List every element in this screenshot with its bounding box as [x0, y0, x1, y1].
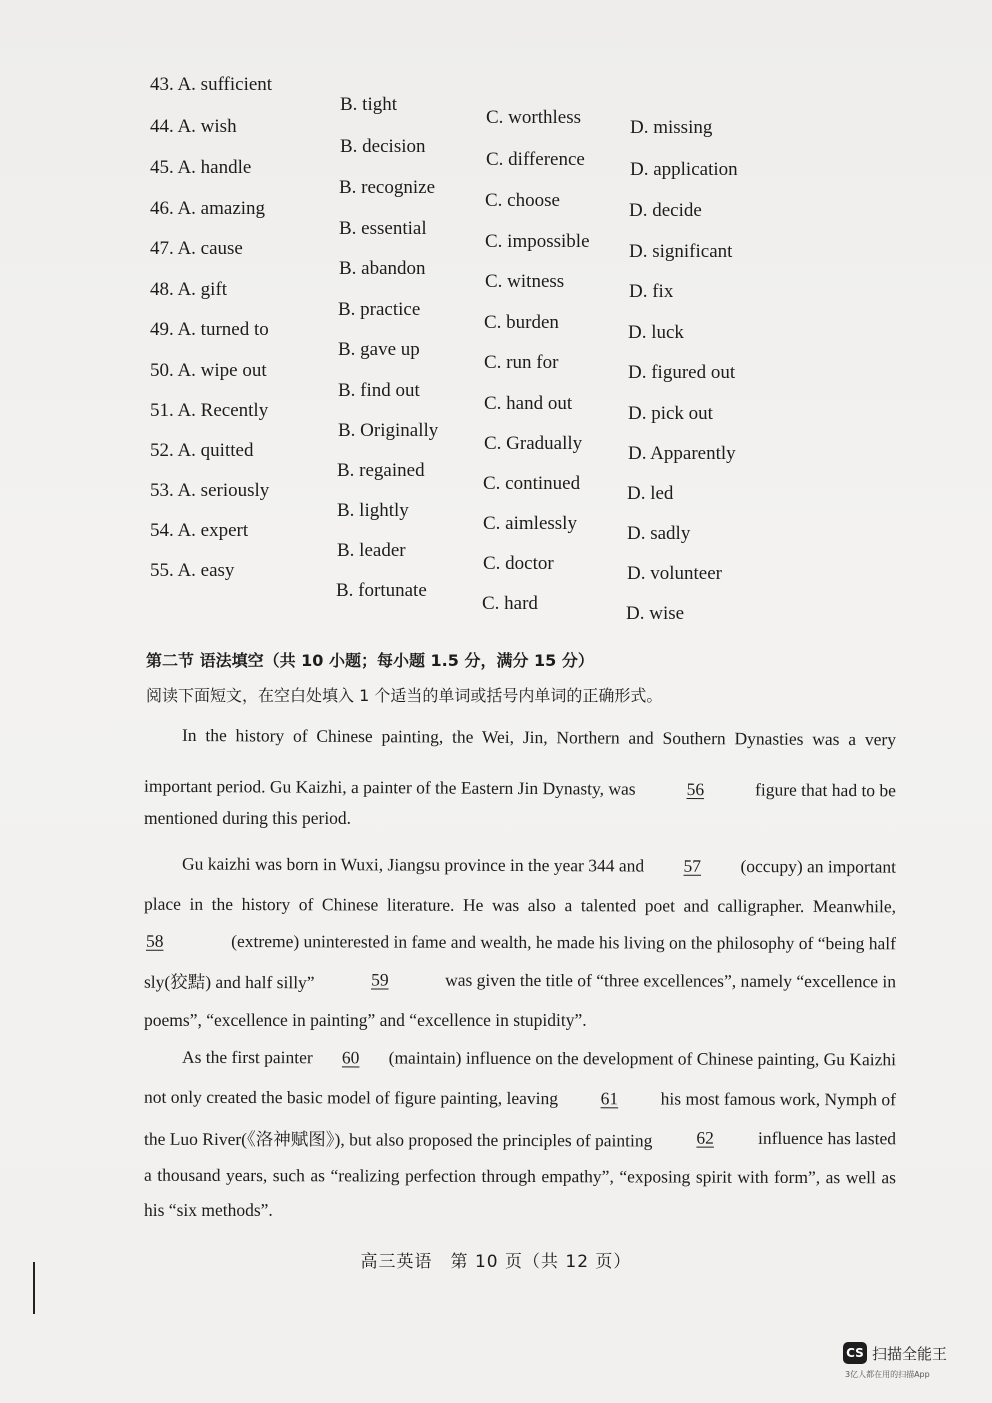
section-title: 第二节 语法填空（共 10 小题；每小题 1.5 分，满分 15 分）	[146, 651, 594, 670]
option-d[interactable]: D. application	[630, 159, 738, 180]
question-number-and-option-a[interactable]: 52. A. quitted	[150, 440, 254, 461]
passage-p1-line1: In the history of Chinese painting, the Wei, Jin, Northern and Southern Dynasties was a very	[181, 724, 897, 750]
option-b[interactable]: B. find out	[338, 380, 420, 401]
watermark-name: 扫描全能王	[872, 1345, 948, 1363]
option-b[interactable]: B. decision	[340, 136, 426, 157]
blank-57[interactable]: 57	[683, 855, 702, 876]
question-number-and-option-a[interactable]: 54. A. expert	[150, 520, 249, 541]
camscanner-logo-icon: CS	[843, 1342, 867, 1364]
option-c[interactable]: C. Gradually	[484, 433, 583, 454]
question-number-and-option-a[interactable]: 45. A. handle	[150, 157, 252, 178]
question-number-and-option-a[interactable]: 43. A. sufficient	[150, 74, 273, 95]
question-number-and-option-a[interactable]: 47. A. cause	[150, 238, 243, 259]
option-b[interactable]: B. lightly	[337, 500, 409, 521]
blank-56[interactable]: 56	[686, 779, 705, 800]
option-d[interactable]: D. wise	[626, 603, 685, 624]
question-number-and-option-a[interactable]: 48. A. gift	[150, 279, 228, 300]
option-c[interactable]: C. impossible	[485, 231, 590, 252]
option-d[interactable]: D. significant	[629, 241, 733, 262]
margin-mark	[33, 1262, 35, 1314]
passage-p3-line3: the Luo River(《洛神赋图》), but also proposed the principles of painting 62 influence has lasted	[144, 1126, 896, 1154]
blank-60[interactable]: 60	[341, 1047, 360, 1068]
option-c[interactable]: C. hand out	[484, 393, 573, 414]
passage-p2-line4: sly(狡黠) and half silly” 59 was given the title of “three excellences”, namely “excellence in	[144, 969, 896, 997]
option-b[interactable]: B. recognize	[339, 177, 436, 198]
passage-p3-line2: not only created the basic model of figure painting, leaving 61 his most famous work, Nymph of	[143, 1086, 897, 1110]
passage-p3-line1: As the first painter 60 (maintain) influence on the development of Chinese painting, Gu Kaizhi	[181, 1046, 897, 1070]
blank-58[interactable]: 58	[145, 930, 164, 951]
option-c[interactable]: C. doctor	[483, 553, 554, 574]
option-d[interactable]: D. volunteer	[627, 563, 722, 584]
question-number-and-option-a[interactable]: 51. A. Recently	[150, 400, 269, 421]
option-b[interactable]: B. fortunate	[336, 580, 427, 601]
question-row	[0, 560, 992, 624]
option-d[interactable]: D. pick out	[628, 403, 713, 424]
option-d[interactable]: D. sadly	[627, 523, 691, 544]
option-c[interactable]: C. hard	[482, 593, 538, 614]
option-d[interactable]: D. Apparently	[628, 443, 736, 464]
option-c[interactable]: C. run for	[484, 352, 559, 373]
option-d[interactable]: D. luck	[628, 322, 684, 343]
question-number-and-option-a[interactable]: 44. A. wish	[150, 116, 237, 137]
option-c[interactable]: C. difference	[486, 149, 585, 170]
blank-61[interactable]: 61	[600, 1088, 619, 1109]
option-d[interactable]: D. figured out	[628, 362, 736, 383]
option-c[interactable]: C. worthless	[486, 107, 581, 128]
option-b[interactable]: B. regained	[337, 460, 425, 481]
question-number-and-option-a[interactable]: 49. A. turned to	[150, 319, 269, 340]
passage-p1-line2: important period. Gu Kaizhi, a painter of the Eastern Jin Dynasty, was 56 figure that had to be	[143, 775, 897, 801]
option-b[interactable]: B. essential	[339, 218, 427, 239]
option-c[interactable]: C. aimlessly	[483, 513, 577, 534]
question-number-and-option-a[interactable]: 50. A. wipe out	[150, 360, 267, 381]
passage-p2-line3: 58 (extreme) uninterested in fame and wealth, he made his living on the philosophy of “being half	[144, 931, 896, 955]
option-c[interactable]: C. burden	[484, 312, 559, 333]
option-b[interactable]: B. Originally	[338, 420, 439, 441]
question-number-and-option-a[interactable]: 46. A. amazing	[150, 198, 266, 219]
option-d[interactable]: D. missing	[630, 117, 713, 138]
option-b[interactable]: B. abandon	[339, 258, 426, 279]
passage-p2-line5: poems”, “excellence in painting” and “excellence in stupidity”.	[144, 1010, 587, 1030]
passage-p3-line5: his “six methods”.	[144, 1200, 273, 1220]
option-d[interactable]: D. fix	[629, 281, 674, 302]
option-d[interactable]: D. led	[627, 483, 674, 504]
option-b[interactable]: B. practice	[338, 299, 421, 320]
option-c[interactable]: C. continued	[483, 473, 581, 494]
option-b[interactable]: B. leader	[337, 540, 406, 561]
passage-p1-line3: mentioned during this period.	[144, 808, 352, 828]
option-c[interactable]: C. witness	[485, 271, 565, 292]
question-number-and-option-a[interactable]: 53. A. seriously	[150, 480, 270, 501]
page-footer: 高三英语 第 10 页（共 12 页）	[360, 1252, 632, 1272]
blank-62[interactable]: 62	[696, 1127, 714, 1148]
option-c[interactable]: C. choose	[485, 190, 560, 211]
blank-59[interactable]: 59	[371, 969, 389, 990]
watermark-tagline: 3亿人都在用的扫描App	[845, 1370, 930, 1379]
passage-p2-line1: Gu kaizhi was born in Wuxi, Jiangsu province in the year 344 and 57 (occupy) an important	[181, 853, 897, 877]
option-d[interactable]: D. decide	[629, 200, 702, 221]
passage-p3-line4: a thousand years, such as “realizing perfection through empathy”, “exposing spirit with form”, as well as	[143, 1164, 897, 1188]
passage-p2-line2: place in the history of Chinese literature. He was also a talented poet and calligrapher. Meanwhile,	[143, 893, 897, 917]
option-b[interactable]: B. gave up	[338, 339, 420, 360]
section-instruction: 阅读下面短文，在空白处填入 1 个适当的单词或括号内单词的正确形式。	[146, 686, 663, 705]
option-b[interactable]: B. tight	[340, 94, 398, 115]
question-number-and-option-a[interactable]: 55. A. easy	[150, 560, 235, 581]
